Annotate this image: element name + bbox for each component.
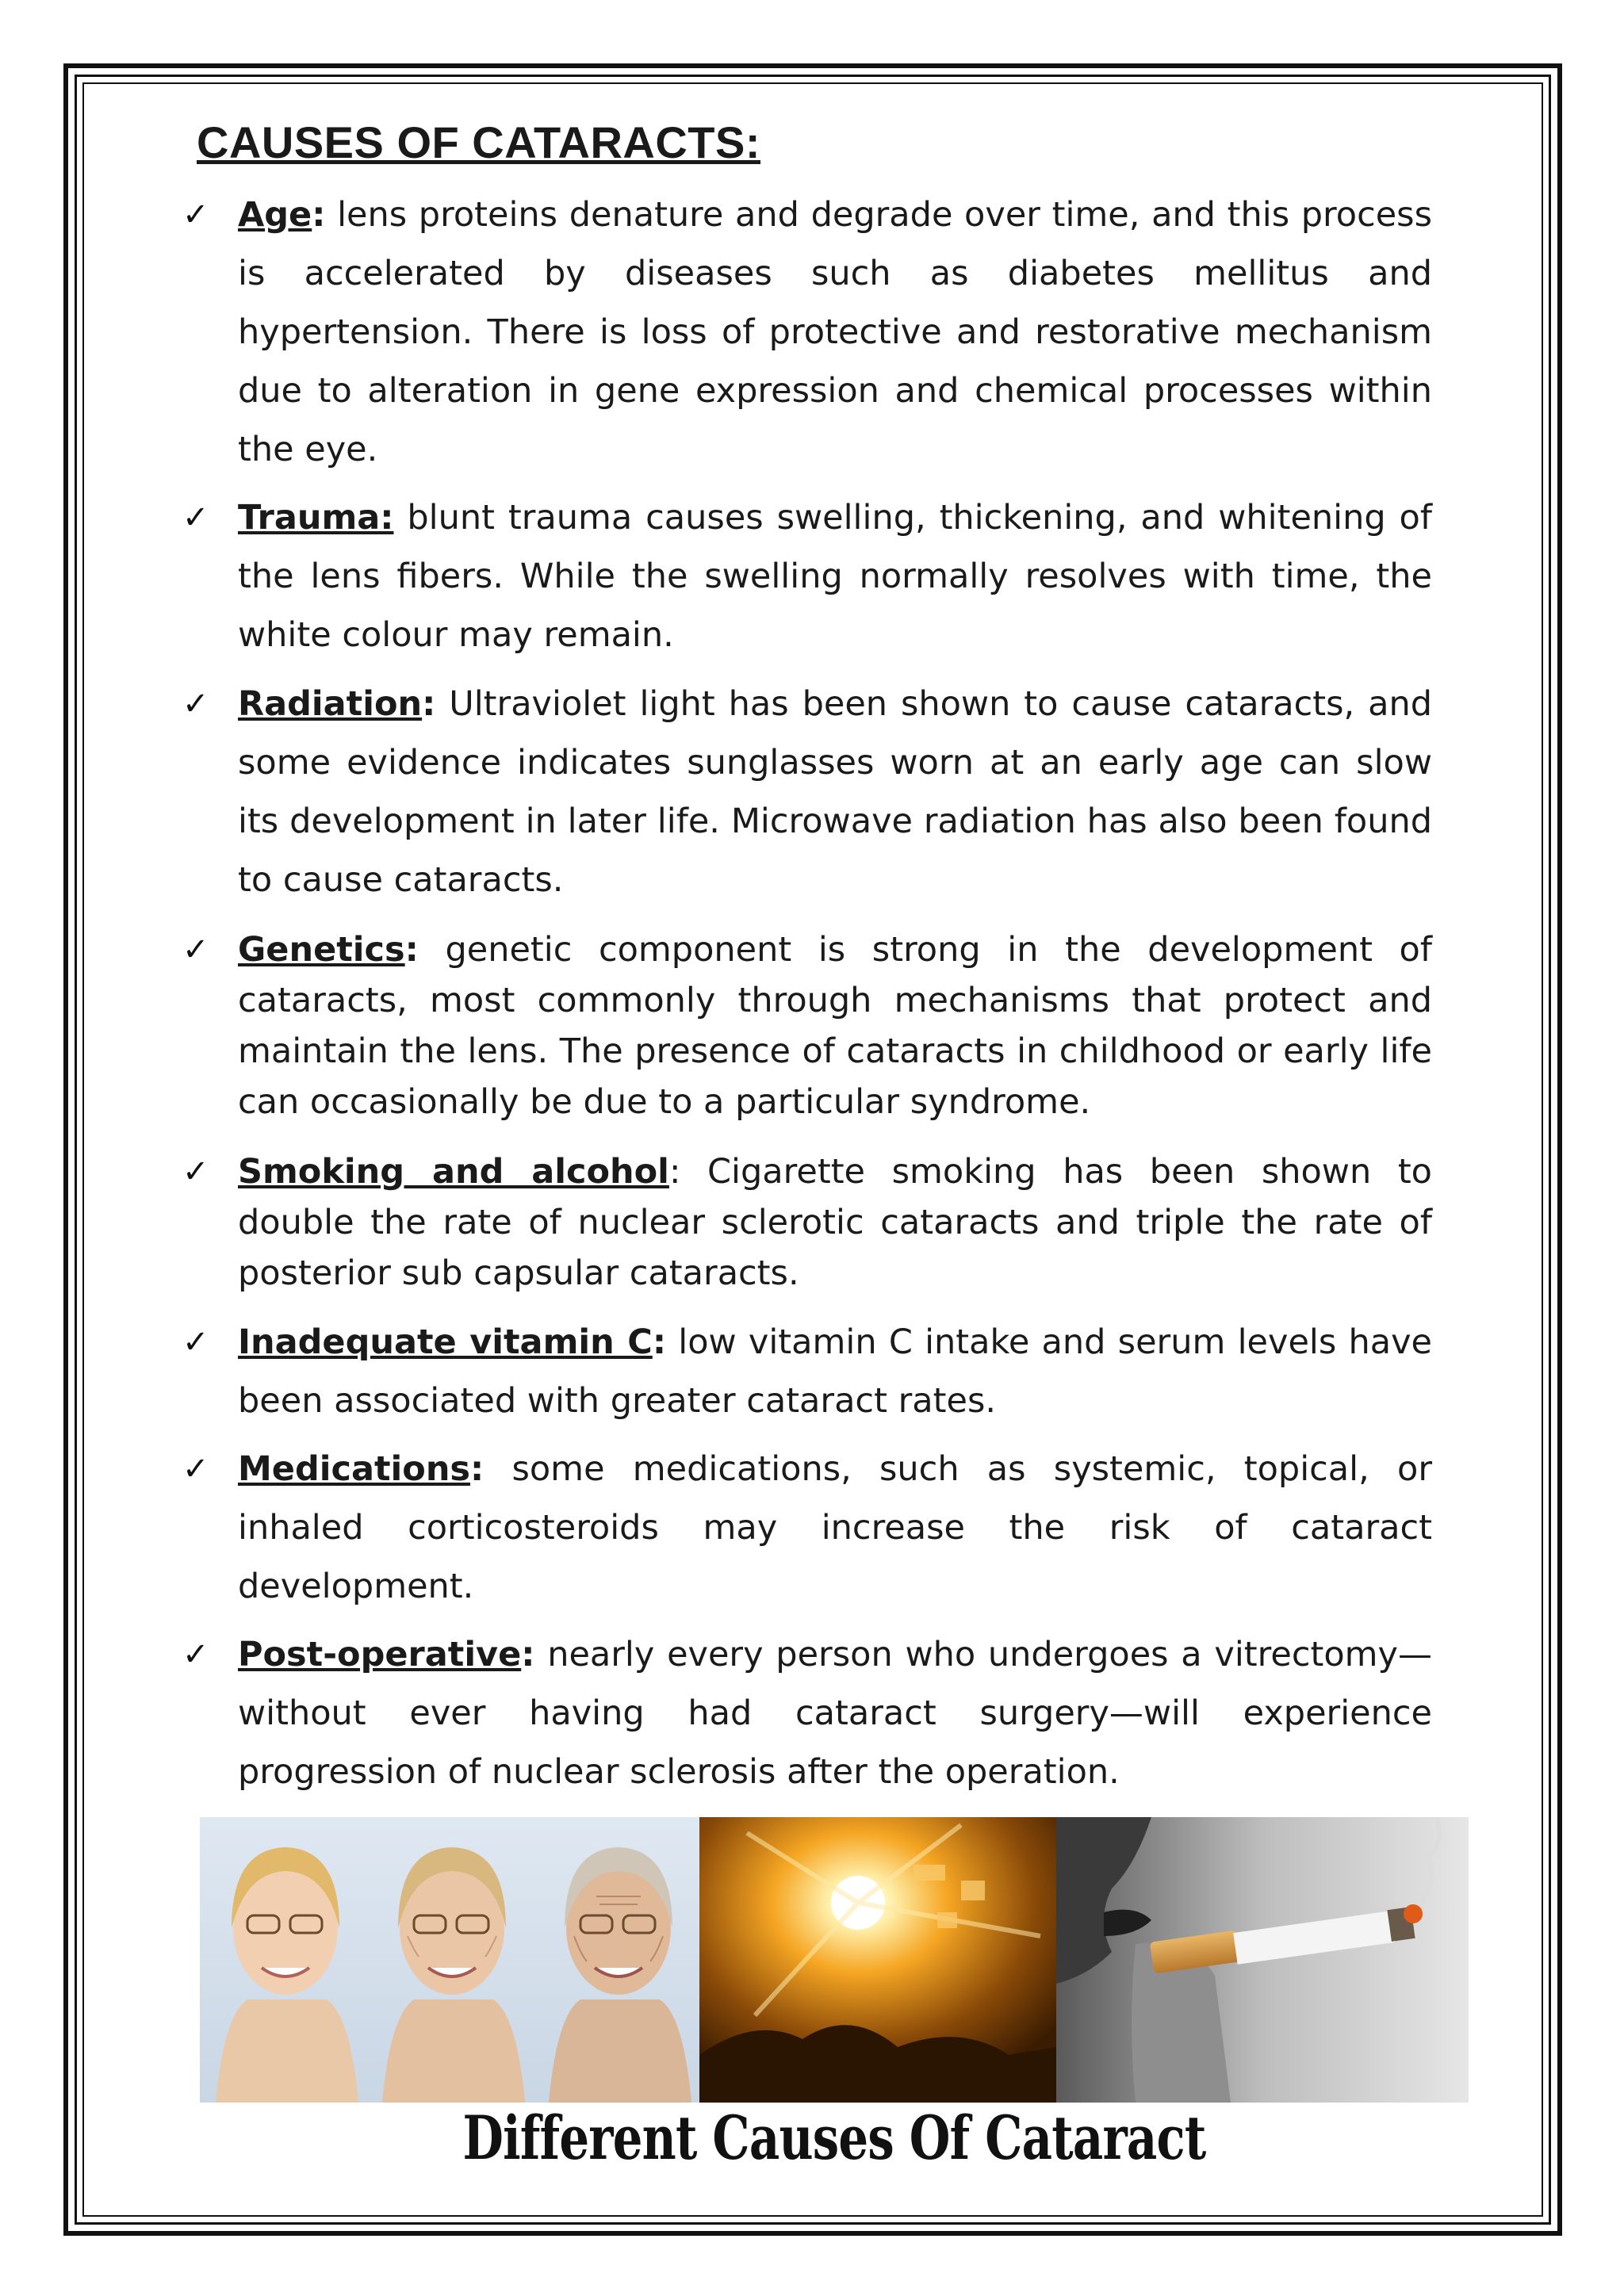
- cause-description: low vitamin C intake and serum levels have been associated with greater cataract rates.: [238, 1322, 1432, 1421]
- checkmark-icon: ✓: [182, 499, 209, 536]
- cause-text: [238, 488, 1432, 664]
- causes-banner-image: [200, 1817, 1469, 2103]
- cause-term: Medications: [238, 1449, 471, 1489]
- cause-text: Radiation: Ultraviolet light has been shown to cause cataracts, and some evidence indicates sunglasses worn at an early age can slow its development in later life. Microwave radiation has also been found to cause cataracts.: [238, 684, 1432, 900]
- page-heading: CAUSES OF CATARACTS:: [197, 117, 761, 167]
- cause-term: Radiation: [238, 684, 423, 724]
- cause-item-medications: [182, 1440, 1432, 1616]
- cause-term: Inadequate vitamin C: [238, 1322, 653, 1362]
- cause-description: some medications, such as systemic, topical, or inhaled corticosteroids may increase the risk of cataract development.: [238, 1449, 1432, 1606]
- aging-woman-middle-image: [366, 1817, 533, 2103]
- smoking-image: [1056, 1817, 1469, 2103]
- cause-description: nearly every person who undergoes a vitrectomy—without ever having had cataract surgery—will experience progression of nuclear sclerosis after the operation.: [238, 1635, 1432, 1792]
- cause-item-vitamin-c: [182, 1313, 1432, 1430]
- checkmark-icon: ✓: [182, 197, 209, 233]
- sunlight-image: [699, 1817, 1056, 2103]
- cause-description: genetic component is strong in the development of cataracts, most commonly through mechanisms that protect and maintain the lens. The presence of cataracts in childhood or early life can occasionally be due to a particular syndrome.: [238, 930, 1432, 1122]
- checkmark-icon: ✓: [182, 1451, 209, 1487]
- cause-description: lens proteins denature and degrade over time, and this process is accelerated by diseases such as diabetes mellitus and hypertension. There is loss of protective and restorative mechanism due to alteration in gene expression and chemical processes within the eye.: [238, 195, 1432, 469]
- cause-description: Cigarette smoking has been shown to double the rate of nuclear sclerotic cataracts and triple the rate of posterior sub capsular cataracts.: [238, 1152, 1432, 1293]
- cause-description: Ultraviolet light has been shown to cause cataracts, and some evidence indicates sunglasses worn at an early age can slow its development in later life. Microwave radiation has also been found to cause cataracts.: [238, 684, 1432, 900]
- cause-item-age: [182, 186, 1432, 479]
- cause-text: Inadequate vitamin C: low vitamin C intake and serum levels have been associated with greater cataract rates.: [238, 1322, 1432, 1421]
- cause-item-radiation: [182, 675, 1432, 909]
- cause-text: Age: lens proteins denature and degrade over time, and this process is accelerated by diseases such as diabetes mellitus and hypertension. There is loss of protective and restorative mechanism due to alteration in gene expression and chemical processes within the eye.: [238, 195, 1432, 469]
- cause-item-post-operative: [182, 1625, 1432, 1801]
- cause-term: Smoking and alcohol: [238, 1152, 669, 1192]
- cause-item-genetics: [182, 924, 1432, 1127]
- checkmark-icon: ✓: [182, 932, 209, 968]
- cause-item-trauma: [182, 488, 1432, 664]
- checkmark-icon: ✓: [182, 1636, 209, 1673]
- cause-text: Post-operative: nearly every person who undergoes a vitrectomy—without ever having had cataract surgery—will experience progression of nuclear sclerosis after the operation.: [238, 1635, 1432, 1792]
- cause-term: Post-operative: [238, 1635, 522, 1674]
- cause-text: Genetics: genetic component is strong in the development of cataracts, most commonly through mechanisms that protect and maintain the lens. The presence of cataracts in childhood or early life can occasionally be due to a particular syndrome.: [238, 930, 1432, 1122]
- banner-caption: Different Causes Of Cataract: [462, 2103, 1206, 2173]
- cause-term: Genetics: [238, 930, 405, 970]
- cause-text: Medications: some medications, such as systemic, topical, or inhaled corticosteroids may increase the risk of cataract development.: [238, 1449, 1432, 1606]
- checkmark-icon: ✓: [182, 1324, 209, 1360]
- aging-woman-young-image: [200, 1817, 366, 2103]
- cause-description: blunt trauma causes swelling, thickening, and whitening of the lens fibers. While the swelling normally resolves with time, the white colour may remain.: [238, 498, 1432, 655]
- aging-woman-old-image: [533, 1817, 699, 2103]
- cause-term: Age: [238, 195, 312, 235]
- cause-text: Smoking and alcohol: Cigarette smoking has been shown to double the rate of nuclear sclerotic cataracts and triple the rate of posterior sub capsular cataracts.: [238, 1152, 1432, 1293]
- checkmark-icon: ✓: [182, 686, 209, 722]
- checkmark-icon: ✓: [182, 1154, 209, 1190]
- cause-term: Trauma:: [238, 498, 394, 538]
- cause-item-smoking-alcohol: [182, 1146, 1432, 1299]
